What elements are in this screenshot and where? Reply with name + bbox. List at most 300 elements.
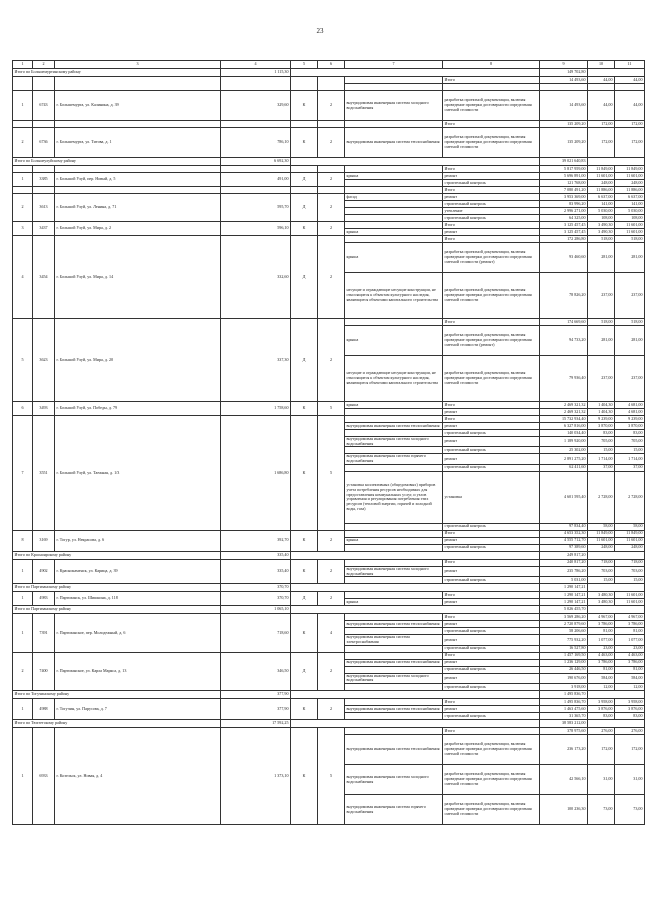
district-total-row [13,584,645,592]
engineering-system: внутридомовая инженерная система горячего водоснабжения [345,795,443,825]
cost-amount: 2 469 321,32 [540,402,588,409]
row-number: 1 [13,699,33,720]
row-number: 4 [13,236,33,319]
house-area: 1 686,80 [221,416,291,531]
engineering-system [345,577,443,584]
work-type: ремонт [443,194,540,201]
engineering-system [345,121,443,128]
row-number: 1 [13,173,33,187]
engineering-system [345,544,443,551]
column-number: 3 [55,61,221,69]
unit-cost: 3 786,00 [588,659,615,666]
engineering-system: крыша [345,599,443,606]
max-cost: 23,00 [615,645,645,652]
max-cost: 172,00 [615,128,645,158]
unit-cost: 703,00 [588,566,615,576]
cost-amount: 3 125 457,45 [540,222,588,229]
max-cost: 15,00 [615,577,645,584]
column-number: 8 [443,61,540,69]
material-code [291,121,318,128]
house-address: г. Большой Улуй, ул. Мира, д. 2 [55,222,221,236]
cost-amount: 79 936,40 [540,356,588,402]
column-number: 10 [588,61,615,69]
unit-cost: 44,00 [588,77,615,84]
district-total-area: 1 065,10 [221,606,291,614]
district-total-area: 6 692,30 [221,158,291,166]
cost-amount: 93 460,60 [540,243,588,273]
house-id: 3437 [33,222,55,236]
cost-amount: 2 469 321,32 [540,409,588,416]
house-address [55,166,221,173]
material-code: К [291,559,318,583]
work-type: Итого [443,728,540,735]
house-id: 4983 [33,592,55,606]
max-cost: 141,00 [615,201,645,208]
floors: 2 [318,236,345,319]
house-id: 4902 [33,559,55,583]
work-type: строительный контроль [443,180,540,187]
house-id: 3551 [33,416,55,531]
work-type: ремонт [443,409,540,416]
table-row [13,559,645,566]
engineering-system: внутридомовая инженерная система теплоснабжения [345,621,443,628]
row-number: 1 [13,728,33,825]
max-cost: 705,00 [615,437,645,447]
cost-amount: 14 493,60 [540,91,588,121]
engineering-system: внутридомовая инженерная система холодного водоснабжения [345,437,443,447]
district-total-amount: 38 583 212,00 [540,720,588,728]
cost-amount: 236 173,20 [540,735,588,765]
cost-amount: 240 817,20 [540,559,588,566]
max-cost: 58,00 [615,523,645,530]
max-cost: 3 876,00 [615,706,645,713]
max-cost: 4 463,00 [615,652,645,659]
max-cost: 3 870,00 [615,423,645,430]
engineering-system: внутридомовая инженерная система холодного водоснабжения [345,91,443,121]
row-number [13,121,33,128]
cost-amount: 94 733,20 [540,326,588,356]
unit-cost: 81,00 [588,628,615,635]
cost-amount: 3 918,00 [540,684,588,691]
max-cost: 83,00 [615,430,645,437]
unit-cost: 237,00 [588,356,615,402]
cost-amount: 121 768,00 [540,180,588,187]
work-type: строительный контроль [443,645,540,652]
floors: 4 [318,614,345,652]
unit-cost: 237,00 [588,273,615,319]
cost-amount: 62 411,60 [540,464,588,471]
work-type: строительный контроль [443,447,540,454]
cost-amount: 235 786,20 [540,566,588,576]
district-total-row [13,551,645,559]
engineering-system: крыша [345,402,443,409]
unit-cost: 276,00 [588,728,615,735]
floors: 5 [318,402,345,416]
floors: 2 [318,652,345,690]
table-row [13,187,645,194]
unit-cost: 44,00 [588,91,615,121]
cost-amount: 3 953 369,00 [540,194,588,201]
district-total-row [13,691,645,699]
row-number: 2 [13,652,33,690]
unit-cost: 6 637,00 [588,194,615,201]
house-address: г. Партизанское, пер. Молодежный, д. 6 [55,614,221,652]
material-code: К [291,128,318,158]
table-row [13,728,645,735]
max-cost: 3 958,00 [615,699,645,706]
max-cost: 276,00 [615,728,645,735]
cost-amount: 1 463 475,60 [540,706,588,713]
unit-cost: 4 463,00 [588,652,615,659]
max-cost: 11 886,00 [615,187,645,194]
engineering-system [345,180,443,187]
unit-cost: 108,00 [588,215,615,222]
work-type: разработка проектной документации, включая проведение проверки достоверности определения сметной стоимости (ремонт) [443,243,540,273]
empty-cell [291,691,540,699]
cost-amount: 135 209,20 [540,121,588,128]
table-row [13,592,645,599]
house-id: 3385 [33,173,55,187]
unit-cost: 518,00 [588,236,615,243]
unit-cost: 705,00 [588,437,615,447]
engineering-system [345,614,443,621]
district-total-area: 335,40 [221,551,291,559]
max-cost: 11 601,00 [615,229,645,236]
engineering-system [345,645,443,652]
house-area: 596,10 [221,222,291,236]
floors: 2 [318,194,345,222]
work-type: строительный контроль [443,577,540,584]
work-type: ремонт [443,706,540,713]
work-type: разработка проектной документации, включая проведение проверки достоверности определения сметной стоимости [443,128,540,158]
unit-cost: 37,00 [588,464,615,471]
work-type: ремонт [443,537,540,544]
empty-cell [588,691,645,699]
work-type [443,84,540,91]
work-type: разработка проектной документации, включая проведение проверки достоверности определения сметной стоимости [443,765,540,795]
table-row [13,173,645,180]
house-id [33,166,55,173]
house-id: 3623 [33,319,55,402]
cost-amount: 6 327 816,00 [540,423,588,430]
house-address [55,77,221,91]
empty-cell [588,584,645,592]
empty-cell [588,158,645,166]
empty-cell [291,69,540,77]
floors [318,77,345,91]
register-table [12,60,645,825]
engineering-system [345,208,443,215]
cost-amount: 2 891 275,20 [540,454,588,464]
column-number: 6 [318,61,345,69]
row-number [13,187,33,194]
row-number [13,166,33,173]
district-total-row [13,69,645,77]
unit-cost: 248,00 [588,180,615,187]
engineering-system [345,222,443,229]
engineering-system: внутридомовая инженерная система горячего водоснабжения [345,454,443,464]
material-code: Д [291,319,318,402]
work-type: ремонт [443,173,540,180]
max-cost: 73,00 [615,795,645,825]
work-type: разработка проектной документации, включая проведение проверки достоверности определения сметной стоимости [443,795,540,825]
table-row [13,402,645,409]
engineering-system: крыша [345,326,443,356]
floors: 2 [318,559,345,583]
cost-amount: 31 365,70 [540,713,588,720]
floors: 2 [318,530,345,551]
district-total-row [13,606,645,614]
column-number: 5 [291,61,318,69]
row-number: 1 [13,592,33,606]
column-number: 4 [221,61,291,69]
house-address [55,121,221,128]
column-number: 9 [540,61,588,69]
unit-cost: 281,00 [588,243,615,273]
engineering-system [345,84,443,91]
engineering-system [345,592,443,599]
engineering-system [345,728,443,735]
empty-cell [291,551,540,559]
work-type: Итого [443,592,540,599]
max-cost: 11 849,00 [615,530,645,537]
house-area [221,187,291,194]
unit-cost: 172,00 [588,121,615,128]
unit-cost: 11 886,00 [588,187,615,194]
district-total-area: 1 115,30 [221,69,291,77]
engineering-system: несущие и ограждающие несущие конструкции, не относящиеся к объектам культурного наследия, являющиеся объектами капитального строительства [345,273,443,319]
work-type: строительный контроль [443,430,540,437]
engineering-system [345,166,443,173]
work-type: строительный контроль [443,215,540,222]
engineering-system: крыша [345,243,443,273]
max-cost: 6 637,00 [615,194,645,201]
max-cost: 11 601,00 [615,592,645,599]
unit-cost: 518,00 [588,319,615,326]
unit-cost: 3 480,30 [588,592,615,599]
cost-amount: 1 189 920,00 [540,437,588,447]
work-type: Итого [443,402,540,409]
max-cost: 15,00 [615,447,645,454]
work-type: ремонт [443,599,540,606]
work-type: строительный контроль [443,684,540,691]
max-cost: 37,00 [615,464,645,471]
material-code: К [291,614,318,652]
table-row [13,166,645,173]
house-address: г. Большой Улуй, ул. Победы, д. 79 [55,402,221,416]
house-address: г. Тогур, ул. Некрасова, д. 6 [55,530,221,551]
unit-cost: 281,00 [588,326,615,356]
floors: 2 [318,319,345,402]
engineering-system [345,464,443,471]
house-address: г. Большой Улуй, пер. Новый, д. 5 [55,173,221,187]
cost-amount: 4 601 595,40 [540,471,588,523]
work-type: строительный контроль [443,628,540,635]
floors: 2 [318,699,345,720]
cost-amount: 97 389,60 [540,544,588,551]
engineering-system: фасад [345,194,443,201]
cost-amount: 5 031,00 [540,577,588,584]
material-code: Д [291,236,318,319]
unit-cost: 11 601,00 [588,173,615,180]
house-area: 377,90 [221,699,291,720]
work-type: разработка проектной документации, включая проведение проверки достоверности определения сметной стоимости [443,735,540,765]
material-code: К [291,416,318,531]
work-type: разработка проектной документации, включая проведение проверки достоверности определения сметной стоимости [443,91,540,121]
max-cost: 237,00 [615,356,645,402]
unit-cost: 718,00 [588,559,615,566]
district-total-label: Итого по Партизанскому району [13,584,221,592]
district-total-amount: 5 026 455,70 [540,606,588,614]
unit-cost: 3 876,00 [588,706,615,713]
table-row [13,416,645,423]
cost-amount: 1 495 836,70 [540,699,588,706]
column-number-row [13,61,645,69]
engineering-system [345,215,443,222]
house-id: 6736 [33,128,55,158]
floors: 2 [318,91,345,121]
engineering-system: крыша [345,173,443,180]
engineering-system: внутридомовая инженерная система электроснабжения [345,635,443,645]
cost-amount: 3 569 286,20 [540,614,588,621]
max-cost: 3 786,00 [615,659,645,666]
empty-cell [588,720,645,728]
house-address: г. Тогучин, ул. Парусова, д. 7 [55,699,221,720]
unit-cost: 172,00 [588,128,615,158]
table-row [13,530,645,537]
material-code: Д [291,592,318,606]
engineering-system: внутридомовая инженерная система теплоснабжения [345,735,443,765]
cost-amount: 174 669,60 [540,319,588,326]
material-code: К [291,402,318,416]
max-cost: 248,00 [615,180,645,187]
work-type: Итого [443,559,540,566]
unit-cost: 141,00 [588,201,615,208]
work-type: Итого [443,236,540,243]
house-id: 7400 [33,652,55,690]
house-address: г. Большемурта, ул. Титова, д. 1 [55,128,221,158]
unit-cost: 73,00 [588,795,615,825]
max-cost: 172,00 [615,121,645,128]
page-number: 23 [316,27,324,35]
max-cost: 81,00 [615,666,645,673]
max-cost: 11 601,00 [615,537,645,544]
cost-amount: 4 555 712,70 [540,537,588,544]
table-row [13,699,645,706]
row-number: 1 [13,614,33,652]
cost-amount: 140 034,40 [540,430,588,437]
work-type: ремонт [443,454,540,464]
row-number: 3 [13,222,33,236]
floors: 5 [318,728,345,825]
cost-amount: 2 996 271,00 [540,208,588,215]
house-area: 329,60 [221,91,291,121]
unit-cost: 11 601,00 [588,537,615,544]
house-address [55,187,221,194]
max-cost: 237,00 [615,273,645,319]
row-number: 5 [13,319,33,402]
district-total-label: Итого по Тюхтетскому району [13,720,221,728]
max-cost: 718,00 [615,559,645,566]
cost-amount: 1 236 129,00 [540,659,588,666]
max-cost: 4 681,00 [615,409,645,416]
material-code: К [291,222,318,236]
table-row [13,194,645,201]
unit-cost: 83,00 [588,430,615,437]
material-code [291,166,318,173]
max-cost: 11 601,00 [615,173,645,180]
max-cost: 11 601,00 [615,222,645,229]
house-area [221,121,291,128]
cost-amount: 1 290 147,21 [540,592,588,599]
unit-cost: 3 490,30 [588,222,615,229]
empty-cell [291,158,540,166]
unit-cost: 1 714,00 [588,454,615,464]
work-type: строительный контроль [443,544,540,551]
cost-amount: 775 932,20 [540,635,588,645]
engineering-system [345,77,443,84]
cost-amount: 1 457 169,50 [540,652,588,659]
table-row [13,128,645,158]
material-code [291,77,318,91]
work-type: строительный контроль [443,464,540,471]
row-number: 8 [13,530,33,551]
empty-cell [291,720,540,728]
unit-cost: 3 480,30 [588,599,615,606]
empty-cell [588,69,645,77]
max-cost: 3 786,00 [615,621,645,628]
work-type: Итого [443,652,540,659]
cost-amount: 3 125 457,45 [540,229,588,236]
column-number: 2 [33,61,55,69]
house-area [221,77,291,91]
material-code: К [291,699,318,720]
table-row [13,236,645,243]
unit-cost: 1 404,30 [588,409,615,416]
house-address: г. Большой Улуй, ул. Мира, д. 14 [55,236,221,319]
work-type: разработка проектной документации, включая проведение проверки достоверности определения сметной стоимости (ремонт) [443,326,540,356]
district-total-label: Итого по Красноярскому району [13,551,221,559]
unit-cost: 83,00 [588,713,615,720]
house-id: 3613 [33,194,55,222]
work-type: ремонт [443,659,540,666]
max-cost: 584,00 [615,673,645,683]
cost-amount: 58 206,60 [540,628,588,635]
engineering-system [345,684,443,691]
house-id: 7391 [33,614,55,652]
house-id: 6933 [33,728,55,825]
engineering-system [345,699,443,706]
empty-cell [291,606,540,614]
work-type: ремонт [443,635,540,645]
house-area: 346,50 [221,652,291,690]
house-address: г. Большой Улуй, ул. Мира, д. 20 [55,319,221,402]
engineering-system: крыша [345,537,443,544]
floors [318,187,345,194]
unit-cost: 31,00 [588,765,615,795]
house-address: г. Козельск, ул. Новая, д. 4 [55,728,221,825]
work-type: строительный контроль [443,666,540,673]
house-area: 370,70 [221,592,291,606]
house-id: 3493 [33,402,55,416]
column-number: 1 [13,61,33,69]
max-cost: 518,00 [615,236,645,243]
floors: 2 [318,222,345,236]
unit-cost: 11 849,00 [588,530,615,537]
district-total-amount: 39 021 640,83 [540,158,588,166]
house-area: 1 758,60 [221,402,291,416]
work-type: ремонт [443,673,540,683]
